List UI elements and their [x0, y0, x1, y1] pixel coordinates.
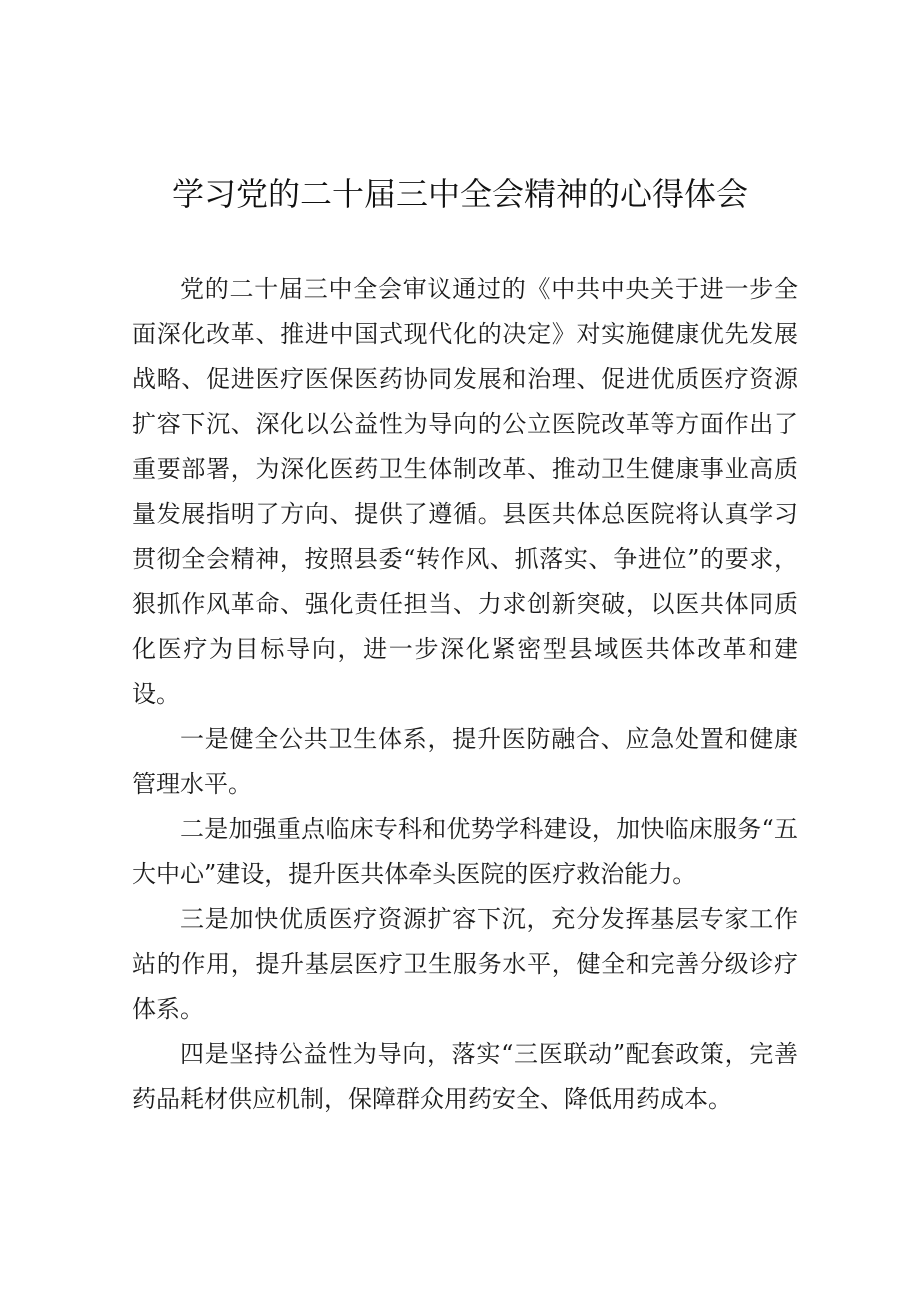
paragraph-point-2: 二是加强重点临床专科和优势学科建设，加快临床服务“五大中心”建设，提升医共体牵头医院的医疗救治能力。: [132, 815, 798, 888]
paragraph-point-1: 一是健全公共卫生体系，提升医防融合、应急处置和健康管理水平。: [132, 725, 798, 798]
document-title: 学习党的二十届三中全会精神的心得体会: [171, 175, 748, 213]
paragraph-point-3: 三是加快优质医疗资源扩容下沉，充分发挥基层专家工作站的作用，提升基层医疗卫生服务水平，健全和完善分级诊疗体系。: [132, 905, 798, 1023]
document-body: [132, 267, 798, 1122]
paragraph-intro: 党的二十届三中全会审议通过的《中共中央关于进一步全面深化改革、推进中国式现代化的决定》对实施健康优先发展战略、促进医疗医保医药协同发展和治理、促进优质医疗资源扩容下沉、深化以公益性为导向的公立医院改革等方面作出了重要部署，为深化医药卫生体制改革、推动卫生健康事业高质量发展指明了方向、提供了遵循。县医共体总医院将认真学习贯彻全会精神，按照县委“转作风、抓落实、争进位”的要求，狠抓作风革命、强化责任担当、力求创新突破，以医共体同质化医疗为目标导向，进一步深化紧密型县域医共体改革和建设。: [132, 275, 798, 708]
paragraph-point-4: 四是坚持公益性为导向，落实“三医联动”配套政策，完善药品耗材供应机制，保障群众用药安全、降低用药成本。: [132, 1040, 798, 1113]
